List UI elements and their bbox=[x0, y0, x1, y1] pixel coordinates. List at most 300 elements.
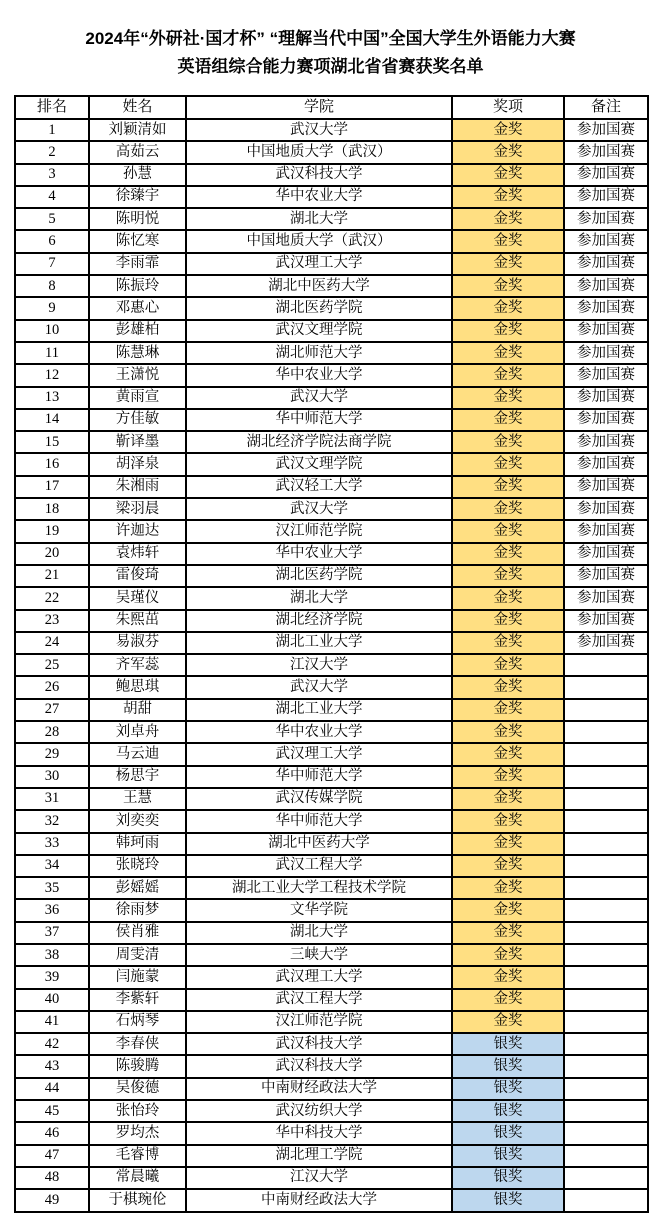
award-cell: 金奖 bbox=[452, 788, 564, 810]
college-cell: 华中师范大学 bbox=[186, 810, 452, 832]
note-cell bbox=[564, 654, 648, 676]
rank-cell: 14 bbox=[15, 409, 89, 431]
award-cell: 金奖 bbox=[452, 676, 564, 698]
award-cell: 银奖 bbox=[452, 1078, 564, 1100]
table-body bbox=[15, 119, 648, 1212]
award-cell: 银奖 bbox=[452, 1033, 564, 1055]
table-row bbox=[15, 1167, 648, 1189]
name-cell: 朱湘雨 bbox=[89, 476, 186, 498]
table-row bbox=[15, 1011, 648, 1033]
table-row bbox=[15, 1100, 648, 1122]
note-cell bbox=[564, 944, 648, 966]
award-cell: 金奖 bbox=[452, 253, 564, 275]
name-cell: 李春侠 bbox=[89, 1033, 186, 1055]
rank-cell: 23 bbox=[15, 610, 89, 632]
award-cell: 金奖 bbox=[452, 1011, 564, 1033]
college-cell: 三峡大学 bbox=[186, 944, 452, 966]
table-row bbox=[15, 498, 648, 520]
college-cell: 华中师范大学 bbox=[186, 766, 452, 788]
name-cell: 陈骏腾 bbox=[89, 1055, 186, 1077]
name-cell: 罗均杰 bbox=[89, 1122, 186, 1144]
award-cell: 银奖 bbox=[452, 1145, 564, 1167]
name-cell: 杨思宇 bbox=[89, 766, 186, 788]
award-cell: 金奖 bbox=[452, 587, 564, 609]
table-row bbox=[15, 989, 648, 1011]
name-cell: 胡甜 bbox=[89, 699, 186, 721]
college-cell: 武汉文理学院 bbox=[186, 453, 452, 475]
rank-cell: 36 bbox=[15, 899, 89, 921]
award-cell: 金奖 bbox=[452, 543, 564, 565]
rank-cell: 44 bbox=[15, 1078, 89, 1100]
rank-cell: 41 bbox=[15, 1011, 89, 1033]
name-cell: 袁炜轩 bbox=[89, 543, 186, 565]
note-cell: 参加国赛 bbox=[564, 164, 648, 186]
award-cell: 金奖 bbox=[452, 387, 564, 409]
note-cell bbox=[564, 699, 648, 721]
award-cell: 金奖 bbox=[452, 275, 564, 297]
name-cell: 张晓玲 bbox=[89, 855, 186, 877]
table-row bbox=[15, 476, 648, 498]
column-header-rank: 排名 bbox=[15, 96, 89, 119]
award-cell: 金奖 bbox=[452, 966, 564, 988]
table-row bbox=[15, 699, 648, 721]
table-row bbox=[15, 944, 648, 966]
rank-cell: 34 bbox=[15, 855, 89, 877]
table-row bbox=[15, 1189, 648, 1211]
name-cell: 朱熙茁 bbox=[89, 610, 186, 632]
page-title bbox=[0, 0, 661, 81]
award-cell: 金奖 bbox=[452, 721, 564, 743]
award-cell: 金奖 bbox=[452, 364, 564, 386]
college-cell: 湖北经济学院 bbox=[186, 610, 452, 632]
award-cell: 金奖 bbox=[452, 632, 564, 654]
college-cell: 华中农业大学 bbox=[186, 721, 452, 743]
name-cell: 陈忆寒 bbox=[89, 230, 186, 252]
table-row bbox=[15, 1033, 648, 1055]
college-cell: 武汉大学 bbox=[186, 676, 452, 698]
college-cell: 湖北师范大学 bbox=[186, 342, 452, 364]
college-cell: 湖北经济学院法商学院 bbox=[186, 431, 452, 453]
college-cell: 中国地质大学（武汉） bbox=[186, 230, 452, 252]
note-cell: 参加国赛 bbox=[564, 610, 648, 632]
name-cell: 王潇悦 bbox=[89, 364, 186, 386]
table-row bbox=[15, 186, 648, 208]
note-cell: 参加国赛 bbox=[564, 476, 648, 498]
rank-cell: 3 bbox=[15, 164, 89, 186]
awards-table bbox=[14, 95, 649, 1213]
note-cell: 参加国赛 bbox=[564, 208, 648, 230]
note-cell: 参加国赛 bbox=[564, 565, 648, 587]
award-cell: 金奖 bbox=[452, 297, 564, 319]
rank-cell: 43 bbox=[15, 1055, 89, 1077]
college-cell: 湖北工业大学工程技术学院 bbox=[186, 877, 452, 899]
table-row bbox=[15, 409, 648, 431]
award-cell: 金奖 bbox=[452, 208, 564, 230]
table-row bbox=[15, 1145, 648, 1167]
rank-cell: 22 bbox=[15, 587, 89, 609]
award-cell: 银奖 bbox=[452, 1100, 564, 1122]
college-cell: 湖北大学 bbox=[186, 922, 452, 944]
rank-cell: 45 bbox=[15, 1100, 89, 1122]
award-cell: 金奖 bbox=[452, 743, 564, 765]
table-row bbox=[15, 387, 648, 409]
note-cell bbox=[564, 833, 648, 855]
note-cell: 参加国赛 bbox=[564, 453, 648, 475]
name-cell: 石炳琴 bbox=[89, 1011, 186, 1033]
name-cell: 彭媱媱 bbox=[89, 877, 186, 899]
college-cell: 华中农业大学 bbox=[186, 364, 452, 386]
award-cell: 银奖 bbox=[452, 1122, 564, 1144]
college-cell: 华中农业大学 bbox=[186, 543, 452, 565]
rank-cell: 4 bbox=[15, 186, 89, 208]
name-cell: 鲍思琪 bbox=[89, 676, 186, 698]
column-header-note: 备注 bbox=[564, 96, 648, 119]
table-row bbox=[15, 1055, 648, 1077]
note-cell bbox=[564, 721, 648, 743]
college-cell: 武汉理工大学 bbox=[186, 253, 452, 275]
page-title-line2: 英语组综合能力赛项湖北省省赛获奖名单 bbox=[177, 57, 484, 76]
college-cell: 武汉科技大学 bbox=[186, 164, 452, 186]
rank-cell: 28 bbox=[15, 721, 89, 743]
name-cell: 方佳敏 bbox=[89, 409, 186, 431]
table-row bbox=[15, 565, 648, 587]
name-cell: 常晨曦 bbox=[89, 1167, 186, 1189]
note-cell bbox=[564, 766, 648, 788]
college-cell: 湖北医药学院 bbox=[186, 297, 452, 319]
college-cell: 武汉理工大学 bbox=[186, 743, 452, 765]
table-row bbox=[15, 1078, 648, 1100]
note-cell: 参加国赛 bbox=[564, 498, 648, 520]
college-cell: 湖北中医药大学 bbox=[186, 833, 452, 855]
name-cell: 毛睿博 bbox=[89, 1145, 186, 1167]
rank-cell: 11 bbox=[15, 342, 89, 364]
college-cell: 华中师范大学 bbox=[186, 409, 452, 431]
name-cell: 陈明悦 bbox=[89, 208, 186, 230]
name-cell: 马云迪 bbox=[89, 743, 186, 765]
rank-cell: 21 bbox=[15, 565, 89, 587]
table-row bbox=[15, 297, 648, 319]
name-cell: 徐雨梦 bbox=[89, 899, 186, 921]
award-cell: 金奖 bbox=[452, 699, 564, 721]
award-cell: 银奖 bbox=[452, 1055, 564, 1077]
table-row bbox=[15, 342, 648, 364]
note-cell bbox=[564, 1122, 648, 1144]
college-cell: 武汉理工大学 bbox=[186, 966, 452, 988]
name-cell: 雷俊琦 bbox=[89, 565, 186, 587]
note-cell: 参加国赛 bbox=[564, 230, 648, 252]
name-cell: 彭雄柏 bbox=[89, 320, 186, 342]
table-row bbox=[15, 453, 648, 475]
rank-cell: 19 bbox=[15, 520, 89, 542]
note-cell bbox=[564, 1145, 648, 1167]
name-cell: 李雨霏 bbox=[89, 253, 186, 275]
table-row bbox=[15, 141, 648, 163]
college-cell: 湖北医药学院 bbox=[186, 565, 452, 587]
table-row bbox=[15, 632, 648, 654]
table-row bbox=[15, 275, 648, 297]
college-cell: 汉江师范学院 bbox=[186, 520, 452, 542]
name-cell: 陈慧琳 bbox=[89, 342, 186, 364]
award-cell: 金奖 bbox=[452, 766, 564, 788]
note-cell: 参加国赛 bbox=[564, 587, 648, 609]
rank-cell: 25 bbox=[15, 654, 89, 676]
award-cell: 金奖 bbox=[452, 944, 564, 966]
table-row bbox=[15, 230, 648, 252]
rank-cell: 17 bbox=[15, 476, 89, 498]
rank-cell: 9 bbox=[15, 297, 89, 319]
note-cell: 参加国赛 bbox=[564, 409, 648, 431]
note-cell bbox=[564, 855, 648, 877]
rank-cell: 33 bbox=[15, 833, 89, 855]
rank-cell: 27 bbox=[15, 699, 89, 721]
note-cell bbox=[564, 989, 648, 1011]
name-cell: 周雯清 bbox=[89, 944, 186, 966]
table-row bbox=[15, 855, 648, 877]
rank-cell: 29 bbox=[15, 743, 89, 765]
name-cell: 刘颖清如 bbox=[89, 119, 186, 141]
award-cell: 金奖 bbox=[452, 565, 564, 587]
column-header-award: 奖项 bbox=[452, 96, 564, 119]
note-cell: 参加国赛 bbox=[564, 543, 648, 565]
college-cell: 江汉大学 bbox=[186, 654, 452, 676]
note-cell bbox=[564, 1189, 648, 1211]
rank-cell: 26 bbox=[15, 676, 89, 698]
college-cell: 武汉工程大学 bbox=[186, 989, 452, 1011]
college-cell: 湖北工业大学 bbox=[186, 632, 452, 654]
college-cell: 武汉科技大学 bbox=[186, 1033, 452, 1055]
note-cell bbox=[564, 922, 648, 944]
note-cell: 参加国赛 bbox=[564, 520, 648, 542]
rank-cell: 18 bbox=[15, 498, 89, 520]
table-row bbox=[15, 520, 648, 542]
name-cell: 张怡玲 bbox=[89, 1100, 186, 1122]
table-row bbox=[15, 587, 648, 609]
table-row bbox=[15, 543, 648, 565]
award-cell: 金奖 bbox=[452, 899, 564, 921]
table-row bbox=[15, 877, 648, 899]
name-cell: 孙慧 bbox=[89, 164, 186, 186]
note-cell bbox=[564, 810, 648, 832]
name-cell: 吴瑾仪 bbox=[89, 587, 186, 609]
table-row bbox=[15, 610, 648, 632]
rank-cell: 30 bbox=[15, 766, 89, 788]
rank-cell: 48 bbox=[15, 1167, 89, 1189]
name-cell: 李紫轩 bbox=[89, 989, 186, 1011]
award-cell: 金奖 bbox=[452, 610, 564, 632]
award-cell: 金奖 bbox=[452, 320, 564, 342]
college-cell: 华中农业大学 bbox=[186, 186, 452, 208]
college-cell: 湖北工业大学 bbox=[186, 699, 452, 721]
award-cell: 银奖 bbox=[452, 1167, 564, 1189]
rank-cell: 47 bbox=[15, 1145, 89, 1167]
college-cell: 江汉大学 bbox=[186, 1167, 452, 1189]
rank-cell: 31 bbox=[15, 788, 89, 810]
rank-cell: 15 bbox=[15, 431, 89, 453]
note-cell bbox=[564, 1100, 648, 1122]
college-cell: 武汉工程大学 bbox=[186, 855, 452, 877]
award-cell: 金奖 bbox=[452, 164, 564, 186]
table-row bbox=[15, 208, 648, 230]
college-cell: 武汉大学 bbox=[186, 387, 452, 409]
award-cell: 金奖 bbox=[452, 342, 564, 364]
college-cell: 武汉大学 bbox=[186, 498, 452, 520]
college-cell: 湖北大学 bbox=[186, 587, 452, 609]
college-cell: 武汉传媒学院 bbox=[186, 788, 452, 810]
note-cell bbox=[564, 676, 648, 698]
rank-cell: 10 bbox=[15, 320, 89, 342]
award-cell: 金奖 bbox=[452, 833, 564, 855]
table-row bbox=[15, 654, 648, 676]
award-cell: 金奖 bbox=[452, 877, 564, 899]
table-header-row bbox=[15, 96, 648, 119]
note-cell: 参加国赛 bbox=[564, 387, 648, 409]
rank-cell: 13 bbox=[15, 387, 89, 409]
note-cell bbox=[564, 877, 648, 899]
note-cell: 参加国赛 bbox=[564, 186, 648, 208]
name-cell: 靳译墨 bbox=[89, 431, 186, 453]
rank-cell: 46 bbox=[15, 1122, 89, 1144]
name-cell: 王慧 bbox=[89, 788, 186, 810]
name-cell: 高茹云 bbox=[89, 141, 186, 163]
table-row bbox=[15, 766, 648, 788]
rank-cell: 8 bbox=[15, 275, 89, 297]
table-row bbox=[15, 253, 648, 275]
table-row bbox=[15, 743, 648, 765]
award-cell: 金奖 bbox=[452, 855, 564, 877]
rank-cell: 37 bbox=[15, 922, 89, 944]
college-cell: 武汉文理学院 bbox=[186, 320, 452, 342]
rank-cell: 49 bbox=[15, 1189, 89, 1211]
award-cell: 金奖 bbox=[452, 431, 564, 453]
column-header-college: 学院 bbox=[186, 96, 452, 119]
college-cell: 文华学院 bbox=[186, 899, 452, 921]
table-row bbox=[15, 119, 648, 141]
name-cell: 韩珂雨 bbox=[89, 833, 186, 855]
rank-cell: 1 bbox=[15, 119, 89, 141]
note-cell: 参加国赛 bbox=[564, 431, 648, 453]
note-cell bbox=[564, 1055, 648, 1077]
award-cell: 金奖 bbox=[452, 409, 564, 431]
award-cell: 金奖 bbox=[452, 119, 564, 141]
college-cell: 武汉大学 bbox=[186, 119, 452, 141]
table-row bbox=[15, 676, 648, 698]
table-row bbox=[15, 431, 648, 453]
college-cell: 华中科技大学 bbox=[186, 1122, 452, 1144]
award-cell: 金奖 bbox=[452, 141, 564, 163]
award-cell: 金奖 bbox=[452, 810, 564, 832]
name-cell: 徐臻宇 bbox=[89, 186, 186, 208]
note-cell: 参加国赛 bbox=[564, 297, 648, 319]
college-cell: 湖北理工学院 bbox=[186, 1145, 452, 1167]
rank-cell: 5 bbox=[15, 208, 89, 230]
table-row bbox=[15, 1122, 648, 1144]
award-cell: 金奖 bbox=[452, 922, 564, 944]
award-cell: 银奖 bbox=[452, 1189, 564, 1211]
award-cell: 金奖 bbox=[452, 476, 564, 498]
award-cell: 金奖 bbox=[452, 520, 564, 542]
name-cell: 刘奕奕 bbox=[89, 810, 186, 832]
award-cell: 金奖 bbox=[452, 654, 564, 676]
college-cell: 汉江师范学院 bbox=[186, 1011, 452, 1033]
table-row bbox=[15, 833, 648, 855]
note-cell bbox=[564, 1011, 648, 1033]
name-cell: 吴俊德 bbox=[89, 1078, 186, 1100]
name-cell: 齐军蕊 bbox=[89, 654, 186, 676]
rank-cell: 7 bbox=[15, 253, 89, 275]
name-cell: 许迦达 bbox=[89, 520, 186, 542]
table-row bbox=[15, 922, 648, 944]
award-cell: 金奖 bbox=[452, 230, 564, 252]
rank-cell: 6 bbox=[15, 230, 89, 252]
name-cell: 刘卓舟 bbox=[89, 721, 186, 743]
college-cell: 湖北中医药大学 bbox=[186, 275, 452, 297]
page-title-line1: 2024年“外研社·国才杯” “理解当代中国”全国大学生外语能力大赛 bbox=[85, 29, 576, 48]
note-cell bbox=[564, 1078, 648, 1100]
rank-cell: 39 bbox=[15, 966, 89, 988]
note-cell: 参加国赛 bbox=[564, 364, 648, 386]
name-cell: 闫施蒙 bbox=[89, 966, 186, 988]
note-cell bbox=[564, 743, 648, 765]
college-cell: 中南财经政法大学 bbox=[186, 1078, 452, 1100]
college-cell: 武汉纺织大学 bbox=[186, 1100, 452, 1122]
name-cell: 胡泽泉 bbox=[89, 453, 186, 475]
table-row bbox=[15, 364, 648, 386]
note-cell bbox=[564, 966, 648, 988]
award-cell: 金奖 bbox=[452, 186, 564, 208]
table-row bbox=[15, 899, 648, 921]
college-cell: 武汉科技大学 bbox=[186, 1055, 452, 1077]
name-cell: 于棋琬伦 bbox=[89, 1189, 186, 1211]
note-cell bbox=[564, 1167, 648, 1189]
name-cell: 梁羽晨 bbox=[89, 498, 186, 520]
note-cell: 参加国赛 bbox=[564, 119, 648, 141]
note-cell bbox=[564, 788, 648, 810]
note-cell bbox=[564, 899, 648, 921]
note-cell bbox=[564, 1033, 648, 1055]
note-cell: 参加国赛 bbox=[564, 141, 648, 163]
table-row bbox=[15, 788, 648, 810]
rank-cell: 40 bbox=[15, 989, 89, 1011]
rank-cell: 42 bbox=[15, 1033, 89, 1055]
rank-cell: 32 bbox=[15, 810, 89, 832]
name-cell: 侯肖雅 bbox=[89, 922, 186, 944]
note-cell: 参加国赛 bbox=[564, 320, 648, 342]
note-cell: 参加国赛 bbox=[564, 275, 648, 297]
rank-cell: 12 bbox=[15, 364, 89, 386]
rank-cell: 35 bbox=[15, 877, 89, 899]
college-cell: 湖北大学 bbox=[186, 208, 452, 230]
column-header-name: 姓名 bbox=[89, 96, 186, 119]
rank-cell: 38 bbox=[15, 944, 89, 966]
table-row bbox=[15, 810, 648, 832]
name-cell: 陈振玲 bbox=[89, 275, 186, 297]
award-cell: 金奖 bbox=[452, 453, 564, 475]
note-cell: 参加国赛 bbox=[564, 253, 648, 275]
table-row bbox=[15, 320, 648, 342]
college-cell: 武汉轻工大学 bbox=[186, 476, 452, 498]
rank-cell: 24 bbox=[15, 632, 89, 654]
table-row bbox=[15, 164, 648, 186]
name-cell: 易淑芬 bbox=[89, 632, 186, 654]
note-cell: 参加国赛 bbox=[564, 342, 648, 364]
college-cell: 中南财经政法大学 bbox=[186, 1189, 452, 1211]
award-cell: 金奖 bbox=[452, 498, 564, 520]
table-row bbox=[15, 721, 648, 743]
table-row bbox=[15, 966, 648, 988]
rank-cell: 16 bbox=[15, 453, 89, 475]
award-cell: 金奖 bbox=[452, 989, 564, 1011]
rank-cell: 20 bbox=[15, 543, 89, 565]
